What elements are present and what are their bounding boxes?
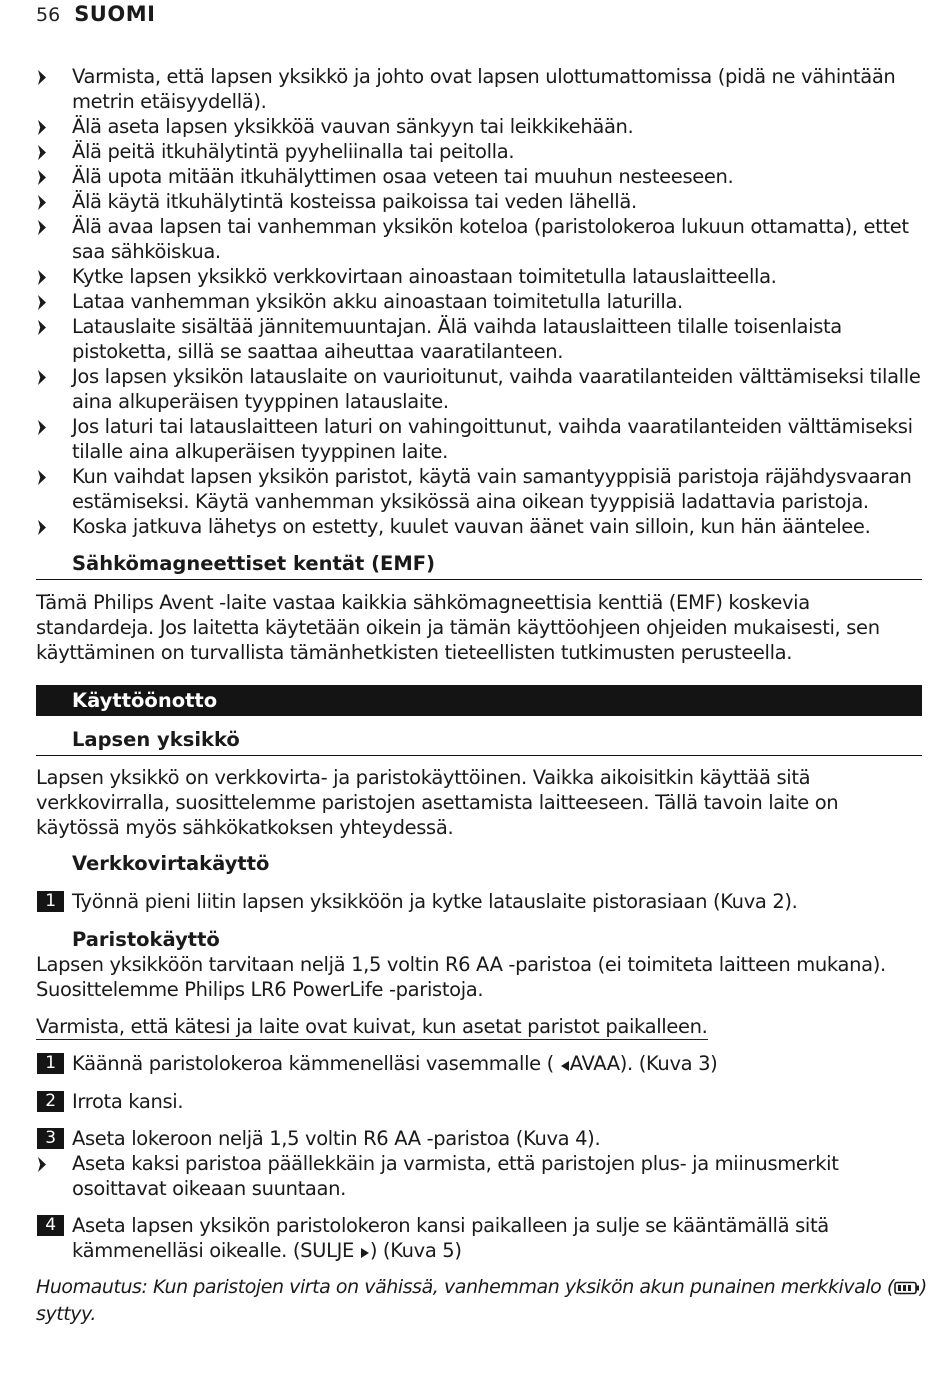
battery-icon: [894, 1277, 920, 1302]
warning-item: [36, 164, 926, 189]
bullet-arrow-icon: [37, 220, 47, 235]
bullet-arrow-icon: [37, 520, 47, 535]
bullet-arrow-icon: [37, 195, 47, 210]
bullet-arrow-icon: [37, 470, 47, 485]
warning-text: Älä upota mitään itkuhälyttimen osaa veteen tai muuhun nesteeseen.: [72, 165, 734, 188]
battery-step-1: [36, 1051, 926, 1078]
step-text-end: AVAA). (Kuva 3): [569, 1052, 718, 1075]
warning-text: Jos laturi tai latauslaitteen laturi on vahingoittunut, vaihda vaaratilanteiden välttämiseksi tilalle aina alkuperäisen tyyppinen laite.: [72, 415, 913, 463]
bullet-arrow-icon: [37, 120, 47, 135]
step-number: 3: [37, 1128, 64, 1149]
page-number: 56: [36, 4, 61, 26]
step-text-end: ) (Kuva 5): [369, 1239, 462, 1262]
warning-text: Älä avaa lapsen tai vanhemman yksikön koteloa (paristolokeroa lukuun ottamatta), ettet saa sähköiskua.: [72, 215, 909, 263]
warning-text: Koska jatkuva lähetys on estetty, kuulet vauvan äänet vain silloin, kun hän ääntelee.: [72, 515, 871, 538]
warning-item: [36, 64, 926, 114]
warning-item: [36, 464, 926, 514]
warning-item: [36, 364, 926, 414]
step-bullet-text: Aseta kaksi paristoa päällekkäin ja varmista, että paristojen plus- ja miinusmerkit osoittavat oikeaan suuntaan.: [72, 1152, 839, 1200]
warning-list: [36, 64, 926, 539]
warning-text: Älä peitä itkuhälytintä pyyheliinalla tai peitolla.: [72, 140, 515, 163]
emf-heading: Sähkömagneettiset kentät (EMF): [36, 551, 922, 580]
bullet-arrow-icon: [37, 320, 47, 335]
warning-text: Lataa vanhemman yksikön akku ainoastaan toimitetulla laturilla.: [72, 290, 683, 313]
step-text-start: Aseta lapsen yksikön paristolokeron kansi paikalleen ja sulje se kääntämällä sitä kämmenelläsi oikealle. (SULJE: [72, 1214, 829, 1262]
step-text-start: Käännä paristolokeroa kämmenelläsi vasemmalle (: [72, 1052, 560, 1075]
mains-step: [36, 889, 926, 914]
battery-step-2: [36, 1089, 926, 1114]
bullet-arrow-icon: [37, 270, 47, 285]
note-text-end: ) syttyy.: [36, 1276, 927, 1325]
arrow-right-icon: [360, 1240, 370, 1265]
warning-text: Älä käytä itkuhälytintä kosteissa paikoissa tai veden lähellä.: [72, 190, 637, 213]
battery-note: [36, 1275, 936, 1327]
warning-item: [36, 414, 926, 464]
step-text: Irrota kansi.: [72, 1090, 184, 1113]
battery-step-3: [36, 1126, 926, 1151]
warning-item: [36, 514, 926, 539]
battery-heading: Paristokäyttö: [72, 928, 220, 951]
mains-heading: Verkkovirtakäyttö: [72, 852, 270, 875]
warning-item: [36, 264, 926, 289]
warning-text: Latauslaite sisältää jännitemuuntajan. Älä vaihda latauslaitteen tilalle toisenlaista pistoketta, sillä se saattaa aiheuttaa vaaratilanteen.: [72, 315, 842, 363]
warning-item: [36, 214, 926, 264]
warning-item: [36, 189, 926, 214]
warning-item: [36, 114, 926, 139]
step-number: 1: [37, 891, 64, 912]
step-number: 2: [37, 1091, 64, 1112]
step-number: 4: [37, 1215, 64, 1236]
emf-text: Tämä Philips Avent -laite vastaa kaikkia sähkömagneettisia kenttiä (EMF) koskevia standardeja. Jos laitetta käytetään oikein ja tämän käyttöohjeen ohjeiden mukaisesti, sen käyttäminen on turvallista tämänhetkisten tieteellisten tutkimusten perusteella.: [36, 591, 880, 664]
warning-text: Varmista, että lapsen yksikkö ja johto ovat lapsen ulottumattomissa (pidä ne vähintään metrin etäisyydellä).: [72, 65, 896, 113]
arrow-left-icon: [560, 1053, 570, 1078]
page-header: [36, 2, 155, 30]
setup-title-bar: Käyttöönotto: [36, 685, 922, 716]
warning-item: [36, 289, 926, 314]
bullet-arrow-icon: [37, 170, 47, 185]
battery-text: Lapsen yksikköön tarvitaan neljä 1,5 voltin R6 AA -paristoa (ei toimiteta laitteen mukana). Suosittelemme Philips LR6 PowerLife -paristoja.: [36, 953, 886, 1001]
bullet-arrow-icon: [37, 145, 47, 160]
battery-step-3-note: [36, 1151, 926, 1201]
bullet-arrow-icon: [37, 420, 47, 435]
bullet-arrow-icon: [37, 370, 47, 385]
child-unit-heading: Lapsen yksikkö: [36, 727, 922, 756]
step-text: Työnnä pieni liitin lapsen yksikköön ja kytke latauslaite pistorasiaan (Kuva 2).: [72, 890, 798, 913]
bullet-arrow-icon: [37, 295, 47, 310]
note-text-start: Huomautus: Kun paristojen virta on vähissä, vanhemman yksikön akun punainen merkkivalo (: [36, 1276, 894, 1298]
warning-text: Älä aseta lapsen yksikköä vauvan sänkyyn tai leikkikehään.: [72, 115, 634, 138]
warning-item: [36, 139, 926, 164]
warning-text: Jos lapsen yksikön latauslaite on vaurioitunut, vaihda vaaratilanteiden välttämiseksi tilalle aina alkuperäisen tyyppinen latauslaite.: [72, 365, 921, 413]
warning-item: [36, 314, 926, 364]
bullet-arrow-icon: [37, 70, 47, 85]
dry-hands-warning: Varmista, että kätesi ja laite ovat kuivat, kun asetat paristot paikalleen.: [36, 1015, 708, 1038]
child-unit-text: Lapsen yksikkö on verkkovirta- ja paristokäyttöinen. Vaikka aikoisitkin käyttää sitä verkkovirralla, suosittelemme paristojen asettamista laitteeseen. Tällä tavoin laite on käytössä myös sähkökatkoksen yhteydessä.: [36, 766, 839, 839]
bullet-arrow-icon: [37, 1157, 47, 1172]
step-text: Aseta lokeroon neljä 1,5 voltin R6 AA -paristoa (Kuva 4).: [72, 1127, 601, 1150]
warning-text: Kytke lapsen yksikkö verkkovirtaan ainoastaan toimitetulla latauslaitteella.: [72, 265, 777, 288]
battery-step-4: [36, 1213, 926, 1265]
step-number: 1: [37, 1053, 64, 1074]
language-label: SUOMI: [74, 2, 156, 26]
warning-text: Kun vaihdat lapsen yksikön paristot, käytä vain samantyyppisiä paristoja räjähdysvaaran estämiseksi. Käytä vanhemman yksikössä aina oikean tyyppisiä ladattavia paristoja.: [72, 465, 912, 513]
